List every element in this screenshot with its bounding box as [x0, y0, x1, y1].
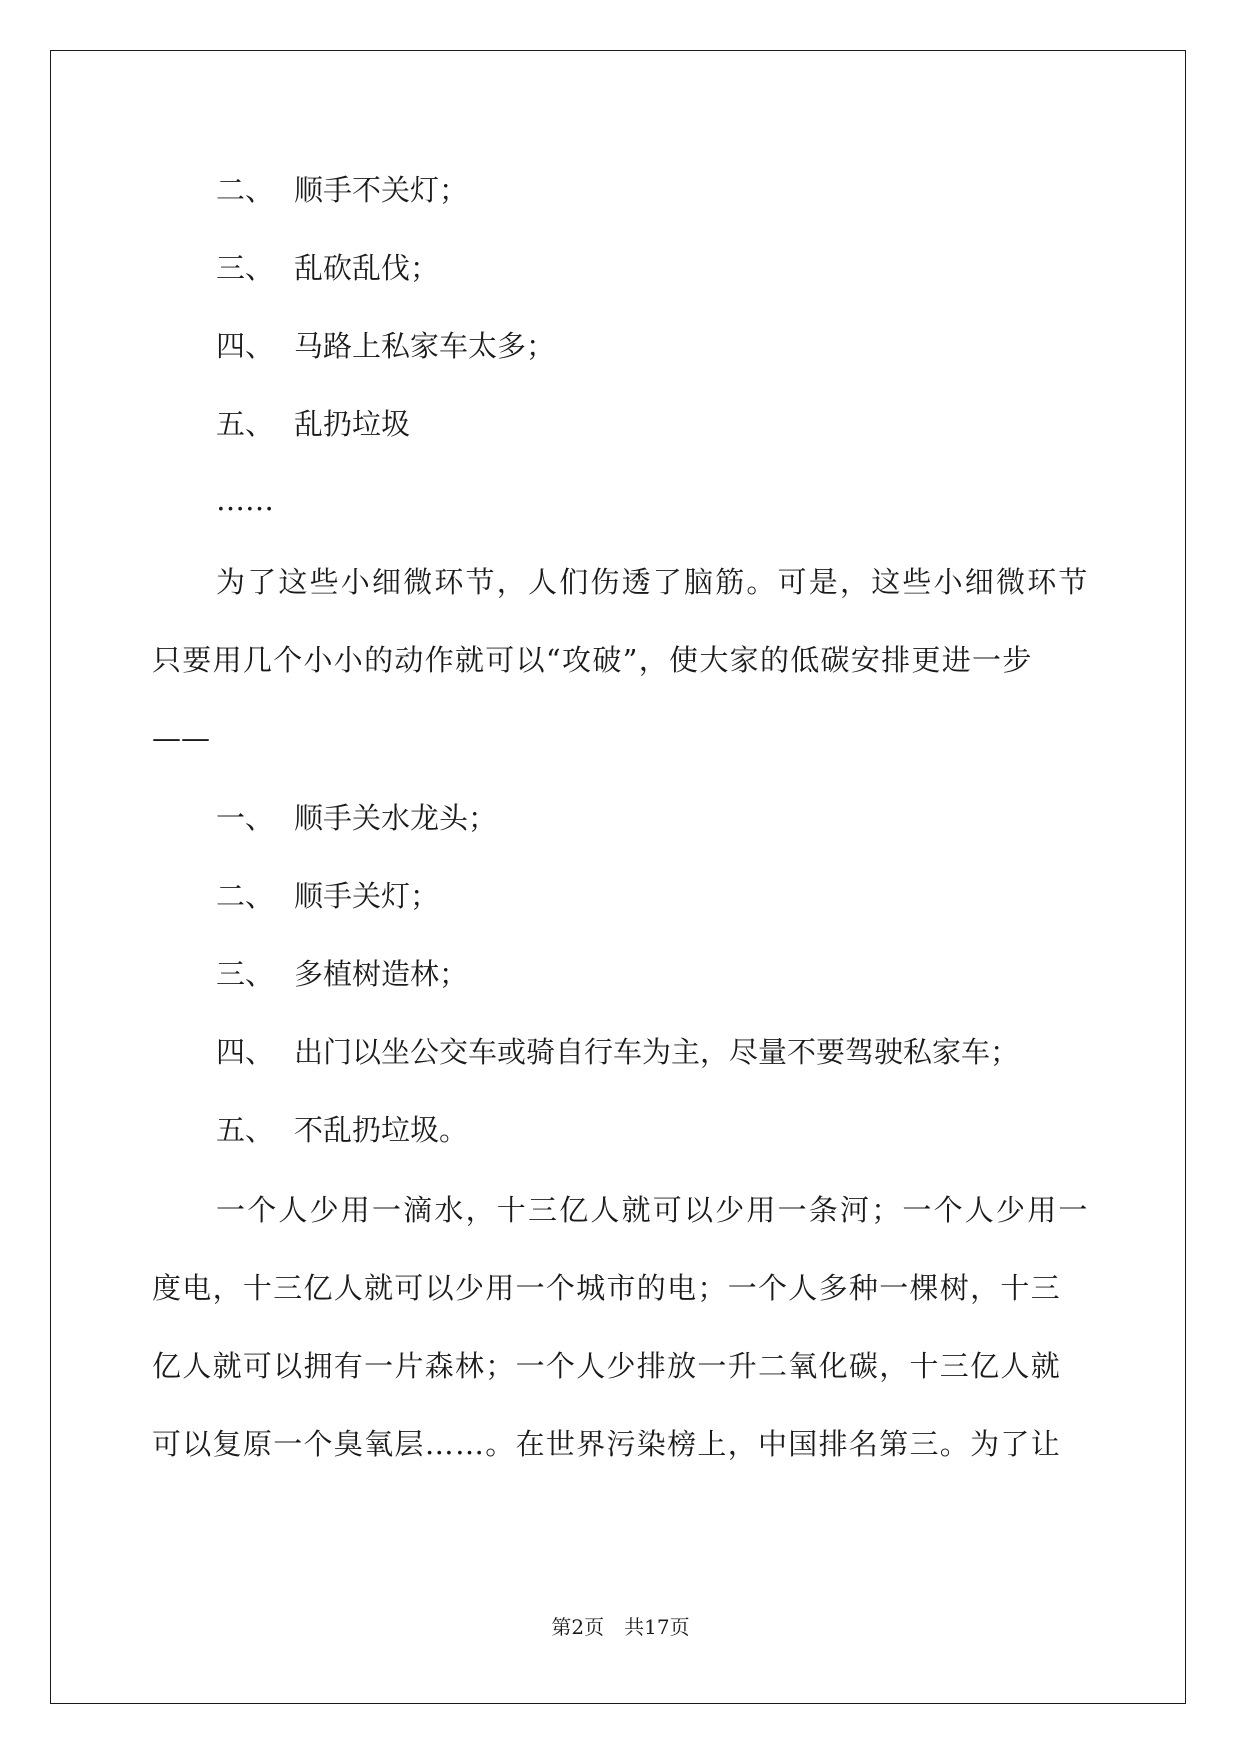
- paragraph-line: 度电，十三亿人就可以少用一个城市的电；一个人多种一棵树，十三: [152, 1271, 1062, 1305]
- paragraph-line: 为了这些小细微环节，人们伤透了脑筋。可是，这些小细微环节: [216, 565, 1090, 599]
- paragraph-line: 只要用几个小小的动作就可以“攻破”，使大家的低碳安排更进一步: [152, 643, 1033, 677]
- list-number: 四、: [216, 329, 275, 363]
- list-number: 二、: [216, 173, 275, 207]
- paragraph-line: 亿人就可以拥有一片森林；一个人少排放一升二氧化碳，十三亿人就: [152, 1349, 1062, 1383]
- paragraph-line: ——: [152, 721, 210, 755]
- list-item: [216, 879, 440, 913]
- list-item: [216, 173, 469, 207]
- page-number: 第2页: [551, 1615, 605, 1639]
- list-item: [216, 1035, 1020, 1069]
- list-text: 顺手不关灯；: [294, 173, 469, 207]
- page-total: 共17页: [624, 1615, 690, 1639]
- list-text: 顺手关灯；: [294, 879, 440, 913]
- paragraph-line: 一个人少用一滴水，十三亿人就可以少用一条河；一个人少用一: [216, 1193, 1090, 1227]
- ellipsis: ……: [216, 483, 274, 517]
- paragraph-line: 可以复原一个臭氧层……。在世界污染榜上，中国排名第三。为了让: [152, 1427, 1062, 1461]
- list-number: 五、: [216, 407, 275, 441]
- list-item: [216, 801, 498, 835]
- list-item: [216, 1113, 469, 1147]
- list-item: [216, 329, 556, 363]
- list-number: 一、: [216, 801, 275, 835]
- list-text: 顺手关水龙头；: [294, 801, 498, 835]
- list-number: 三、: [216, 957, 275, 991]
- list-text: 不乱扔垃圾。: [294, 1113, 469, 1147]
- list-text: 马路上私家车太多；: [294, 329, 556, 363]
- list-text: 出门以坐公交车或骑自行车为主，尽量不要驾驶私家车；: [294, 1035, 1020, 1069]
- list-item: [216, 957, 469, 991]
- list-number: 三、: [216, 251, 275, 285]
- list-text: 乱砍乱伐；: [294, 251, 440, 285]
- list-number: 二、: [216, 879, 275, 913]
- list-text: 乱扔垃圾: [294, 407, 411, 441]
- list-number: 四、: [216, 1035, 275, 1069]
- list-item: [216, 407, 411, 441]
- list-item: [216, 251, 440, 285]
- list-number: 五、: [216, 1113, 275, 1147]
- list-text: 多植树造林；: [294, 957, 469, 991]
- page-footer: [0, 1611, 1241, 1640]
